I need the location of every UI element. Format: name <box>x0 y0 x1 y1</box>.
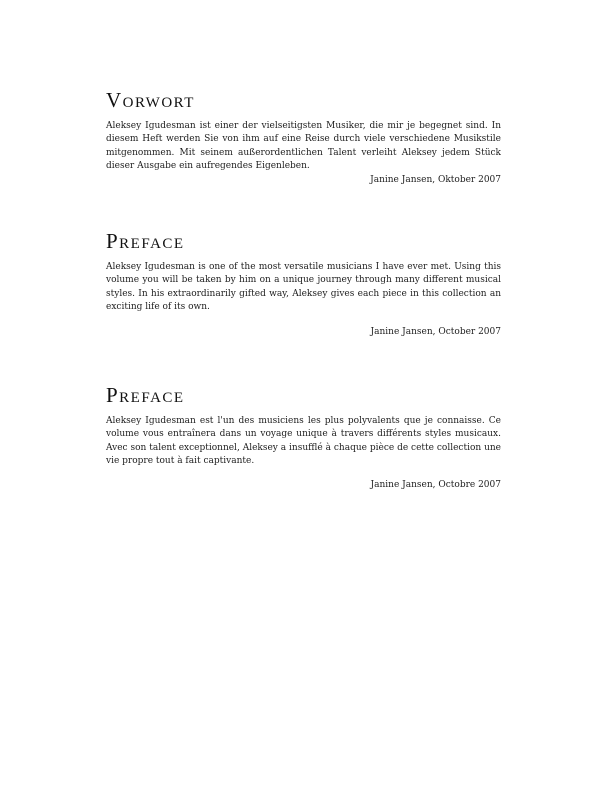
section-body: Aleksey Igudesman ist einer der vielseitigsten Musiker, die mir je begegnet sind. In diesem Heft werden Sie von ihm auf eine Reise durch viele verschiedene Musikstile mitgenommen. Mit seinem außerordentlichen Talent verleiht Aleksey jedem Stück dieser Ausgabe ein aufregendes Eigenleben. <box>106 121 501 171</box>
section-heading: Preface <box>106 383 185 407</box>
section-heading: Vorwort <box>106 88 195 112</box>
preface-german <box>106 88 501 187</box>
section-body: Aleksey Igudesman is one of the most versatile musicians I have ever met. Using this volume you will be taken by him on a unique journey through many different musical styles. In his extraordinarily gifted way, Aleksey gives each piece in this collection an exciting life of its own. <box>106 262 501 312</box>
signature: Janine Jansen, Oktober 2007 <box>370 175 501 186</box>
section-body: Aleksey Igudesman est l'un des musiciens les plus polyvalents que je connaisse. Ce volume vous entraînera dans un voyage unique à travers différents styles musicaux. Avec son talent exceptionnel, Aleksey a insufflé à chaque pièce de cette collection une vie propre tout à fait captivante. <box>106 416 501 466</box>
preface-english <box>106 229 501 339</box>
signature: Janine Jansen, October 2007 <box>370 327 501 338</box>
section-heading: Preface <box>106 229 185 253</box>
preface-french <box>106 383 501 492</box>
signature: Janine Jansen, Octobre 2007 <box>370 480 501 491</box>
